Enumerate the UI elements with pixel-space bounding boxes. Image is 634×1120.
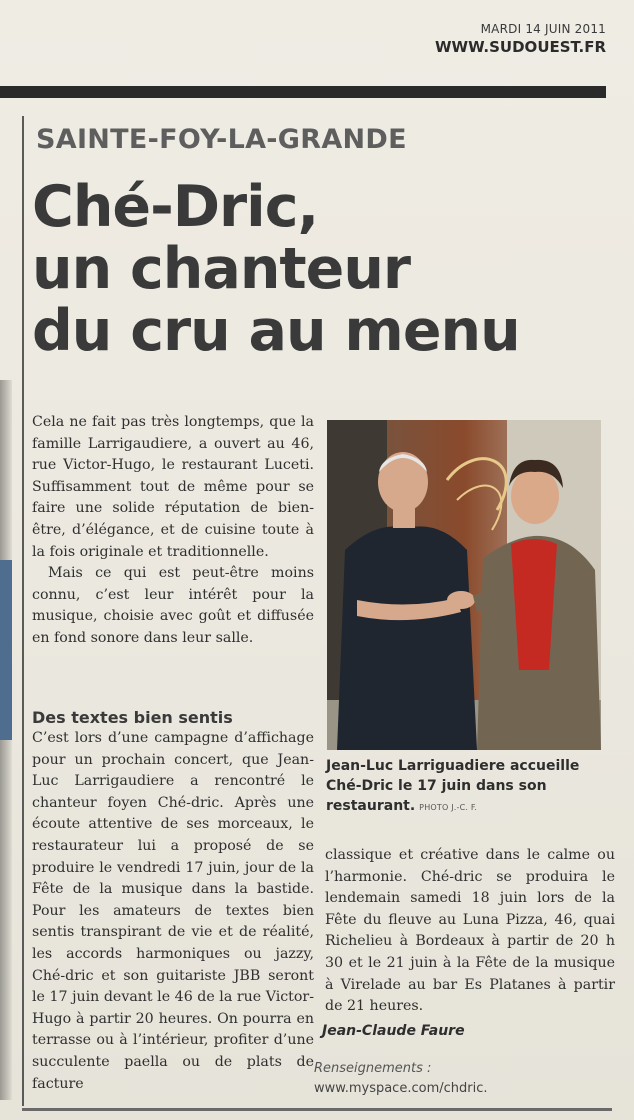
author-signature: Jean-Claude Faure: [322, 1023, 465, 1039]
info-link[interactable]: www.myspace.com/chdric.: [314, 1081, 488, 1096]
body-paragraph: Mais ce qui est peut-être moins connu, c’est leur intérêt pour la musique, choisie avec goût et diffusée en fond sonore dans leur salle.: [32, 565, 314, 646]
photo-illustration: [327, 420, 601, 750]
headline-line: du cru au menu: [32, 298, 520, 364]
caption-text: Jean-Luc Larriguadiere accueille Ché-Dric le 17 juin dans son restaurant.: [326, 758, 580, 814]
adjacent-page-photo-strip: [0, 560, 12, 740]
article-subhead: Des textes bien sentis: [32, 708, 233, 727]
photo-caption: [326, 756, 616, 818]
adjacent-page-edge: [0, 380, 12, 1100]
article-column-2: [325, 845, 615, 1018]
body-paragraph: Cela ne fait pas très longtemps, que la famille Larrigaudiere, a ouvert au 46, rue Victor-Hugo, le restaurant Luceti. Suffisamment tout de même pour se faire une solide réputation de bien-être, d’élégance, et de cuisine toute à la fois originale et traditionnelle.: [32, 414, 314, 560]
footer-rule: [22, 1108, 612, 1111]
headline-line: un chanteur: [32, 236, 411, 302]
info-label: Renseignements :: [314, 1061, 432, 1076]
issue-date: MARDI 14 JUIN 2011: [480, 22, 606, 36]
article-kicker: SAINTE-FOY-LA-GRANDE: [36, 124, 407, 155]
body-paragraph: C’est lors d’une campagne d’affichage pour un prochain concert, que Jean-Luc Larrigaudiere a rencontré le chanteur foyen Ché-dric. Après une écoute attentive de ses morceaux, le restaurateur lui a proposé de se produire le vendredi 17 juin, jour de la Fête de la musique dans la bastide. Pour les amateurs de textes bien sentis transpirant de vie et de réalité, les accords harmoniques ou jazzy, Ché-dric et son guitariste JBB seront le 17 juin devant le 46 de la rue Victor-Hugo à partir 20 heures. On pourra en terrasse ou à l’intérieur, profiter d’une succulente paella ou de plats de facture: [32, 730, 314, 1092]
article-photo: [327, 420, 601, 750]
article-column-1-bottom: [32, 728, 314, 1095]
column-rule: [22, 116, 24, 1106]
body-paragraph: classique et créative dans le calme ou l’harmonie. Ché-dric se produira le lendemain samedi 18 juin lors de la Fête du fleuve au Luna Pizza, 46, quai Richelieu à Bordeaux à partir de 20 h 30 et le 21 juin à la Fête de la musique à Virelade au bar Es Platanes à partir de 21 heures.: [325, 847, 615, 1015]
photo-credit: PHOTO J.-C. F.: [419, 803, 478, 812]
header-rule: [0, 86, 606, 98]
newspaper-website: WWW.SUDOUEST.FR: [435, 38, 606, 56]
headline-line: Ché-Dric,: [32, 174, 319, 240]
article-headline: [32, 176, 612, 362]
article-column-1-top: [32, 412, 314, 650]
